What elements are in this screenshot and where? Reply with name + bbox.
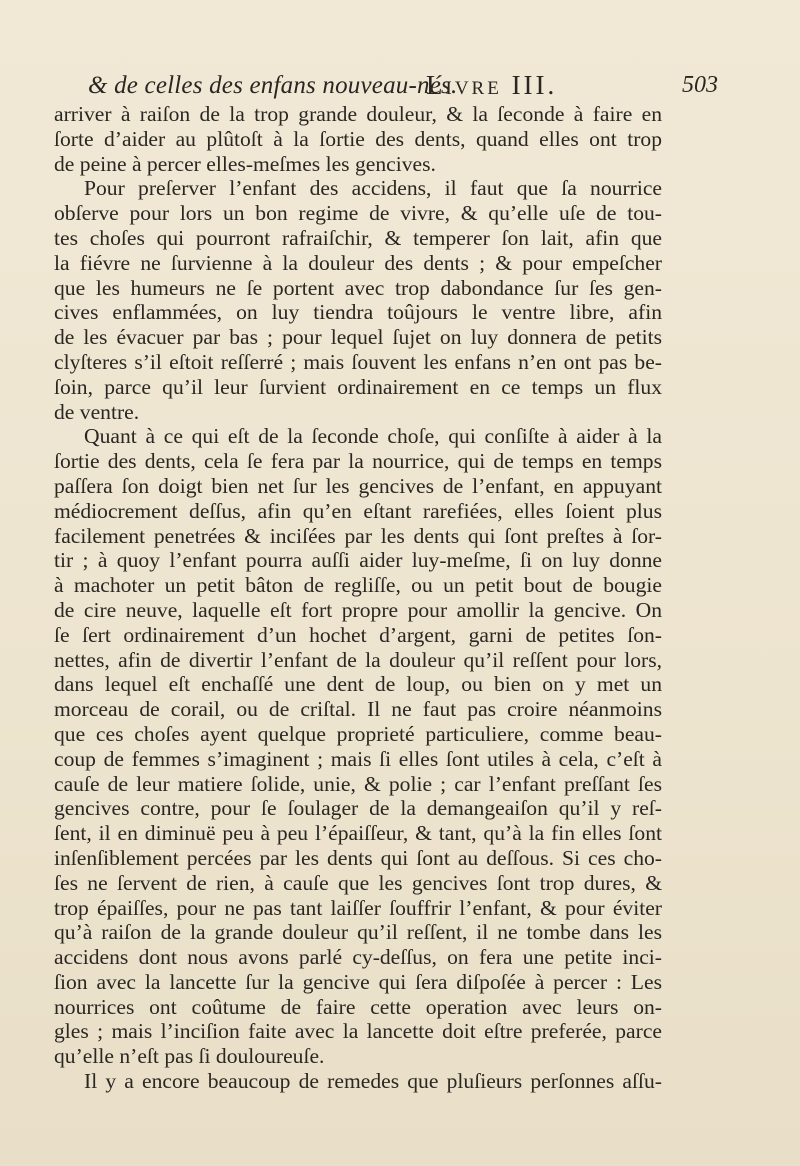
text-line: ſoin, parce qu’il leur ſurvient ordinairement en ce temps un flux [54,374,662,399]
text-line: ſent, il en diminuë peu à peu l’épaiſſeur, & tant, qu’à la fin elles ſont [54,821,662,846]
text-line: gencives contre, pour ſe ſoulager de la demangeaiſon qu’il y reſ- [54,796,662,821]
text-line: de peine à percer elles-meſmes les gencives. [54,151,436,176]
text-line: tes choſes qui pourront rafraiſchir, & temperer ſon lait, afin que [54,225,662,250]
text-line: nettes, afin de divertir l’enfant de la douleur qu’il reſſent pour lors, [54,647,662,672]
text-line: à machoter un petit bâton de regliſſe, ou un petit bout de bougie [54,573,662,598]
text-line: dans lequel eſt enchaſſé une dent de loup, ou bien on y met un [54,672,662,697]
text-line: inſenſiblement percées par les dents qui ſont au deſſous. Si ces cho- [54,845,662,870]
text-line: gles ; mais l’inciſion faite avec la lancette doit eſtre preferée, parce [54,1019,662,1044]
text-line: de les évacuer par bas ; pour lequel ſujet on luy donnera de petits [54,325,662,350]
page-number: 503 [682,72,718,98]
text-line: qu’elle n’eſt pas ſi douloureuſe. [54,1044,325,1069]
paragraph-start-line: Quant à ce qui eſt de la ſeconde choſe, qui conſiſte à aider à la [84,424,662,449]
paragraph-start-line: Pour preſerver l’enfant des accidens, il faut que ſa nourrice [84,176,662,201]
text-line: la fiévre ne ſurvienne à la douleur des dents ; & pour empeſcher [54,250,662,275]
book-number: Livre III. [426,70,558,100]
text-line: obſerve pour lors un bon regime de vivre, & qu’elle uſe de tou- [54,201,662,226]
text-line: que ces choſes ayent quelque proprieté particuliere, comme beau- [54,721,662,746]
text-line: ſe ſert ordinairement d’un hochet d’argent, garni de petites ſon- [54,622,662,647]
text-line: arriver à raiſon de la trop grande douleur, & la ſeconde à faire en [54,102,662,126]
paragraph-start-line: Il y a encore beaucoup de remedes que pluſieurs perſonnes aſſu- [84,1069,662,1094]
text-line: qu’à raiſon de la grande douleur qu’il reſſent, il ne tombe dans les [54,920,662,945]
body-text [54,102,662,1094]
text-line: que les humeurs ne ſe portent avec trop dabondance ſur ſes gen- [54,275,662,300]
text-line: de cire neuve, laquelle eſt fort propre pour amollir la gencive. On [54,597,662,622]
text-line: ſorte d’aider au plûtoſt à la ſortie des dents, quand elles ont trop [54,126,662,151]
text-line: de ventre. [54,399,140,424]
text-line: morceau de corail, ou de criſtal. Il ne faut pas croire néanmoins [54,697,662,722]
text-line: cauſe de leur matiere ſolide, unie, & polie ; car l’enfant preſſant ſes [54,771,662,796]
running-title: & de celles des enfans nouveau-nés. [88,72,458,99]
text-line: cives enflammées, on luy tiendra toûjours le ventre libre, afin [54,300,662,325]
text-line: ſion avec la lancette ſur la gencive qui ſera diſpoſée à percer : Les [54,969,662,994]
text-line: ſes ne ſervent de rien, à cauſe que les gencives ſont trop dures, & [54,870,662,895]
text-line: tir ; à quoy l’enfant pourra auſſi aider luy-meſme, ſi on luy donne [54,548,662,573]
text-line: coup de femmes s’imaginent ; mais ſi elles ſont utiles à cela, c’eſt à [54,746,662,771]
text-line: ſortie des dents, cela ſe fera par la nourrice, qui de temps en temps [54,449,662,474]
text-line: trop épaiſſes, pour ne pas tant laiſſer ſouffrir l’enfant, & pour éviter [54,895,662,920]
text-line: clyſteres s’il eſtoit reſſerré ; mais ſouvent les enfans n’en ont pas be- [54,349,662,374]
text-line: paſſera ſon doigt bien net ſur les gencives de l’enfant, en appuyant [54,473,662,498]
text-line: nourrices ont coûtume de faire cette operation avec leurs on- [54,994,662,1019]
text-line: facilement penetrées & inciſées par les dents qui ſont preſtes à ſor- [54,523,662,548]
text-line: médiocrement deſſus, afin qu’en eſtant rarefiées, elles ſoient plus [54,498,662,523]
text-line: accidens dont nous avons parlé cy-deſſus, on fera une petite inci- [54,945,662,970]
